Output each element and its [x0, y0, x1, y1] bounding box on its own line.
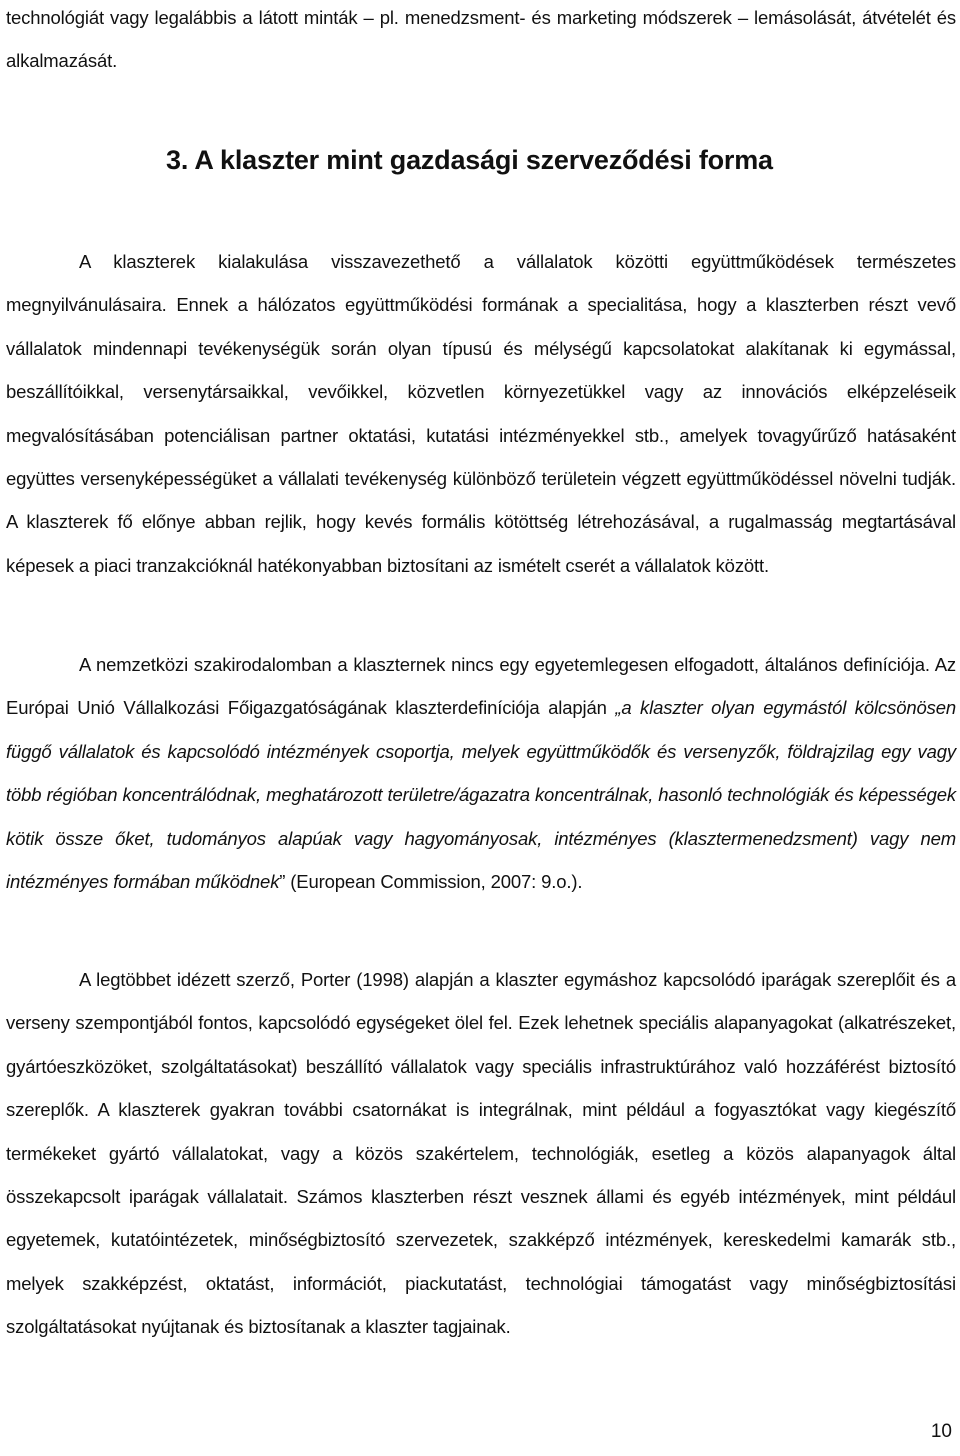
section-heading: 3. A klaszter mint gazdasági szerveződési forma — [166, 145, 773, 175]
eu-definition-quote: „a klaszter olyan egymástól kölcsönösen függő vállalatok és kapcsolódó intézmények csoportja, melyek együttműködők és versenyzők, földrajzilag egy vagy több régióban koncentrálódnak, meghatározott területre/ágazatra koncentrálnak, hasonló technológiák és képességek kötik össze őket, tudományos alapúak vagy hagyományosak, intézményes (klasztermenedzsment) vagy nem intézményes formában működnek — [6, 697, 956, 893]
paragraph-porter-cluster: A legtöbbet idézett szerző, Porter (1998) alapján a klaszter egymáshoz kapcsolódó iparágak szereplőit és a verseny szempontjából fontos, kapcsolódó egységeket ölel fel. Ezek lehetnek speciális alapanyagokat (alkatrészeket, gyártóeszközöket, szolgáltatásokat) beszállító vállalatok vagy speciális infrastruktúrához való hozzáférést biztosító szereplők. A klaszterek gyakran további csatornákat is integrálnak, mint például a fogyasztókat vagy kiegészítő termékeket gyártó vállalatokat, vagy a közös szakértelem, technológiák, esetleg a közös alapanyagok által összekapcsolt iparágak vállalatait. Számos klaszterben részt vesznek állami és egyéb intézmények, mint például egyetemek, kutatóintézetek, minőségbiztosító szervezetek, szakképző intézmények, kereskedelmi kamarák stb., melyek szakképzést, oktatást, információt, piackutatást, technológiai támogatást vagy minőségbiztosítási szolgáltatásokat nyújtanak és biztosítanak a klaszter tagjainak. — [6, 969, 956, 1338]
eu-definition-citation: ” (European Commission, 2007: 9.o.). — [279, 871, 583, 893]
continued-paragraph: technológiát vagy legalábbis a látott minták – pl. menedzsment- és marketing módszerek – lemásolását, átvételét és alkalmazását. — [6, 7, 956, 72]
paragraph-1-part-d: A klaszterek fő előnye abban rejlik, hogy kevés formális kötöttség létrehozásával, a rugalmasság megtartásával képesek a piaci tranzakcióknál hatékonyabban biztosítani az ismételt cserét a vállalatok között. — [6, 511, 956, 576]
paragraph-1-part-a: A klaszterek kialakulása visszavezethető a vállalatok közötti együttműködések természetes megnyilvánulásaira. — [6, 251, 956, 316]
paragraph-2-part-a: A nemzetközi szakirodalomban a klaszternek nincs egy egyetemlegesen elfogadott, általános definíciója. Az Európai Unió Vállalkozási Főigazgatóságának klaszterdefiníciója alapján — [6, 654, 956, 719]
paragraph-cluster-formation — [6, 240, 956, 587]
paragraph-1-part-c: , amelyek tovagyűrűző hatásaként együttes versenyképességüket a vállalati tevékenység különböző területein végzett együttműködéssel növelni tudják. — [6, 424, 956, 490]
paragraph-1-part-b: Ennek a hálózatos együttműködési formának a specialitása, hogy a klaszterben részt vevő vállalatok mindennapi tevékenységük során olyan típusú és mélységű kapcsolatokat alakítanak ki egymással, beszállítóikkal, versenytársaikkal, vevőikkel, közvetlen környezetükkel vagy az innovációs elképzeléseik megvalósításában potenciálisan partner oktatási, kutatási intézményekkel stb. — [6, 294, 956, 446]
page-number: 10 — [930, 1421, 952, 1442]
paragraph-cluster-definition — [6, 643, 956, 903]
